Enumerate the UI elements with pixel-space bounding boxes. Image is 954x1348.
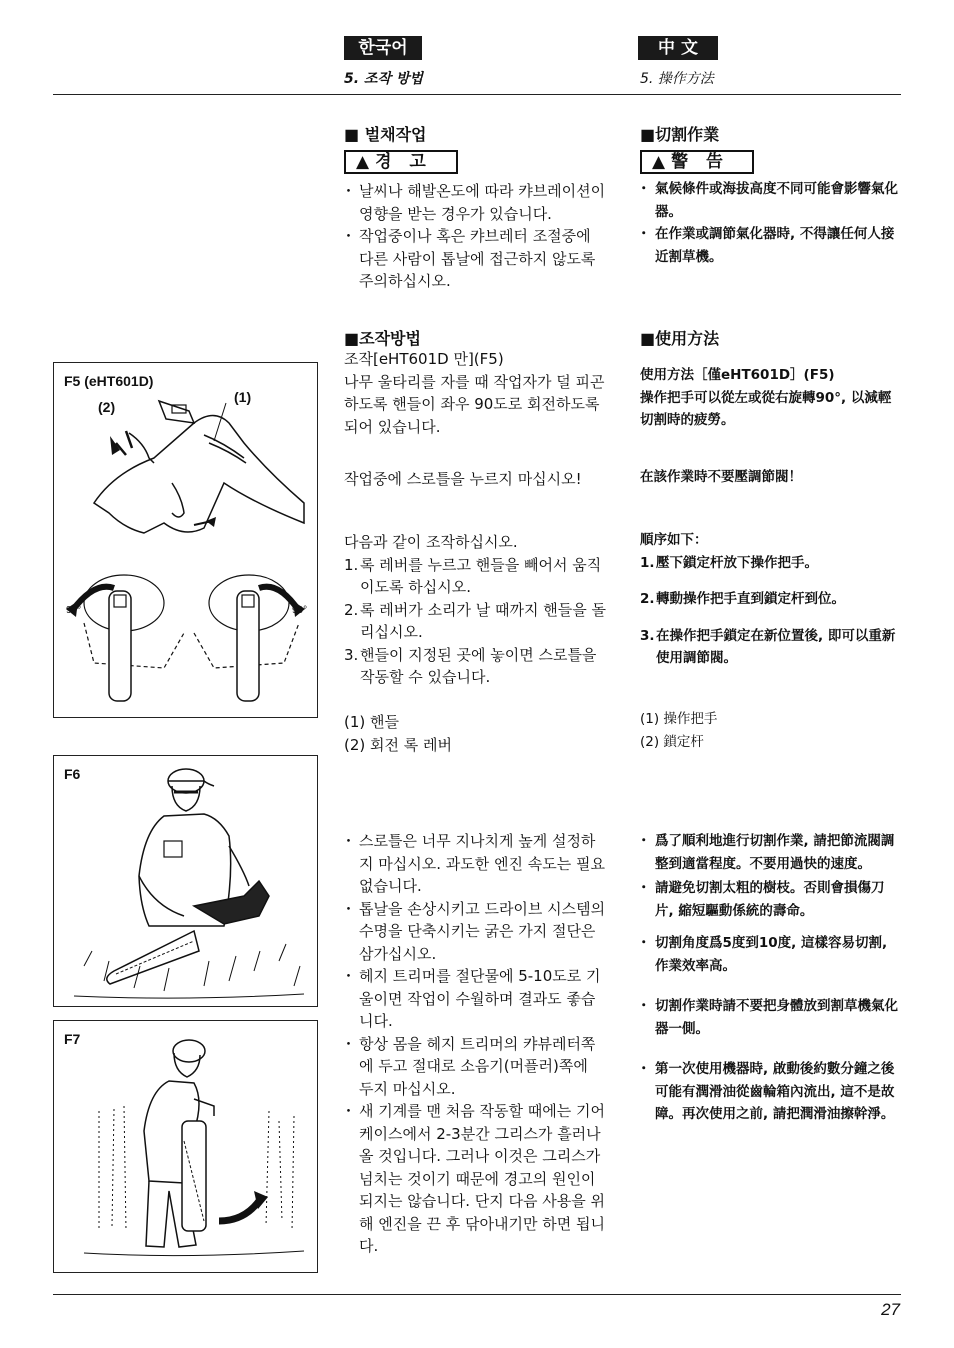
korean-section-title: 5. 조작 방법 [344,71,423,87]
chinese-warning-list [640,178,902,268]
korean-step [344,599,606,644]
figure-f6 [53,755,318,1007]
korean-warning-box [344,150,458,174]
chinese-warning-item: ・ 在作業或調節氣化器時, 不得讓任何人接近割草機。 [640,223,902,268]
korean-language-badge: 한국어 [344,36,422,60]
korean-operation-block [344,348,606,438]
chinese-step-text: 在操作把手鎖定在新位置後, 即可以重新使用調節閥。 [656,627,896,666]
chinese-legend [640,708,902,753]
figure-f7-label: F7 [64,1031,81,1047]
korean-step-number: 1. [344,555,359,574]
header-rule [53,94,901,95]
chinese-steps-intro: 順序如下： [640,532,708,548]
korean-tip: ・ 항상 몸을 헤지 트리머의 캬뷰레터쪽에 두고 절대로 소음기(머플러)쪽에 두지 마십시오. [344,1033,606,1101]
korean-warning-label: 경 고 [375,152,432,172]
chinese-legend-item: (2) 鎖定杆 [640,733,704,750]
korean-tip: ・ 새 기계를 맨 처음 작동할 때에는 기어 케이스에서 2-3분간 그리스가 흘러나올 것입니다. 그러나 이것은 그리스가 넘치는 것이기 때문에 경고의 원인이 되지는 않습니다. 단지 다음 사용을 위해 엔진을 끈 후 닦아내기만 하면 됩니다. [344,1100,606,1258]
chinese-tip: ・ 請避免切割太粗的樹枝。否則會損傷刀片, 縮短驅動係統的壽命。 [640,877,902,922]
chinese-steps-block [640,529,902,670]
operator-vertical-trimming-illustration [54,1021,317,1272]
korean-operation-model: 조작[eHT601D 만](F5) [344,350,504,368]
korean-operation-desc: 나무 울타리를 자를 때 작업자가 덜 피곤하도록 핸들이 좌우 90도로 회전하도록 되어 있습니다. [344,372,605,436]
figure-f5-angle-right: 90° [292,605,308,616]
korean-legend [344,711,606,756]
page-number: 27 [881,1300,900,1319]
chinese-tip: ・ 第一次使用機器時, 啟動後約數分鐘之後可能有潤滑油從齒輪箱內流出, 這不是故障。再次使用之前, 請把潤滑油擦幹淨。 [640,1058,902,1126]
chinese-tip: ・ 切割作業時請不要把身體放到割草機氣化器一側。 [640,995,902,1040]
korean-step [344,554,606,599]
chinese-step-number: 2. [640,591,655,607]
chinese-step [640,552,902,575]
chinese-tip: ・ 切割角度爲5度到10度, 這樣容易切割, 作業效率高。 [640,932,902,977]
korean-tip: ・ 톱날을 손상시키고 드라이브 시스템의 수명을 단축시키는 굵은 가지 절단은 삼가십시오. [344,898,606,966]
korean-warning-item: ・ 작업중이나 혹은 캬브레터 조절중에 다른 사람이 톱날에 접근하지 않도록 주의하십시오. [344,225,606,293]
chinese-operation-desc: 操作把手可以從左或從右旋轉90°, 以減輕切割時的疲勞。 [640,389,892,428]
korean-step-number: 2. [344,600,359,619]
chinese-legend-item: (1) 操作把手 [640,711,718,727]
figure-f5-label: F5 (eHT601D) [64,373,154,389]
chinese-step-number: 3. [640,627,655,644]
korean-legend-item: (1) 핸들 [344,713,399,731]
handle-rotation-illustration [54,363,317,717]
chinese-warning-box [640,150,754,174]
chinese-step-text: 轉動操作把手直到鎖定杆到位。 [656,591,845,607]
chinese-language-badge: 中 文 [638,36,718,60]
figure-f5-callout-2: (2) [98,399,116,415]
chinese-operation-model: 使用方法［僅eHT601D］(F5) [640,367,835,383]
figure-f7 [53,1020,318,1273]
warning-triangle-icon: ▲ [356,152,370,172]
footer-rule [53,1294,901,1295]
korean-cutting-heading: ■ 벌채작업 [344,125,427,144]
korean-steps-intro: 다음과 같이 조작하십시오. [344,533,518,551]
warning-triangle-icon: ▲ [652,152,666,172]
chinese-step-number: 1. [640,554,655,571]
chinese-section-title: 5. 操作方法 [640,71,714,87]
chinese-warning-label: 警 告 [671,152,729,172]
chinese-operation-heading: ■使用方法 [640,329,720,348]
korean-step-text: 록 레버가 소리가 날 때까지 핸들을 돌리십시오. [360,600,606,641]
korean-legend-item: (2) 회전 록 레버 [344,735,453,754]
chinese-warning-item: ・ 氣候條件或海拔高度不同可能會影響氣化器。 [640,178,902,223]
figure-f5-angle-left: 90° [66,605,82,616]
korean-step-number: 3. [344,645,359,664]
chinese-step-text: 壓下鎖定杆放下操作把手。 [656,554,818,571]
chinese-cutting-heading: ■切割作業 [640,125,720,144]
figure-f5-callout-1: (1) [234,389,252,405]
korean-step [344,644,606,689]
korean-warning-item: ・ 날씨나 해발온도에 따라 캬브레이션이 영향을 받는 경우가 있습니다. [344,180,606,225]
korean-operation-heading: ■조작방법 [344,329,421,348]
chinese-tips-list [640,830,902,1126]
korean-tips-list [344,830,606,1258]
korean-tip: ・ 스로틀은 너무 지나치게 높게 설정하지 마십시오. 과도한 엔진 속도는 필요 없습니다. [344,830,606,898]
chinese-throttle-note: 在該作業時不要壓調節閥！ [640,469,802,485]
chinese-operation-block [640,364,902,432]
chinese-step [640,588,902,611]
figure-f6-label: F6 [64,766,81,782]
operator-trimming-hedge-illustration [54,756,317,1006]
chinese-step [640,625,902,670]
korean-warning-list [344,180,606,293]
figure-f5 [53,362,318,718]
chinese-tip: ・ 爲了順利地進行切割作業, 請把節流閥調整到適當程度。不要用過快的速度。 [640,830,902,875]
korean-tip: ・ 헤지 트리머를 절단물에 5-10도로 기울이면 작업이 수월하며 결과도 좋습니다. [344,965,606,1033]
korean-step-text: 핸들이 지정된 곳에 놓이면 스로틀을 작동할 수 있습니다. [360,645,597,686]
korean-steps-block [344,531,606,689]
korean-throttle-note: 작업중에 스로틀을 누르지 마십시오! [344,470,582,488]
korean-step-text: 록 레버를 누르고 핸들을 빼어서 움직이도록 하십시오. [360,555,602,596]
